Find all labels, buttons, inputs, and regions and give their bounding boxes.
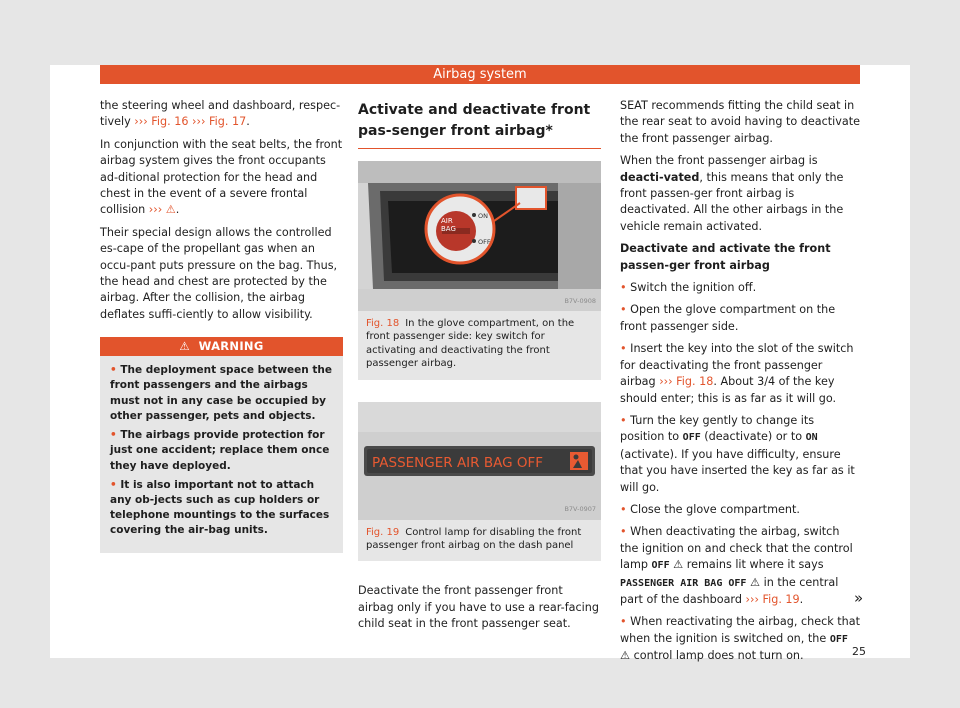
fig-ref-link[interactable]: Fig. 16: [151, 115, 189, 129]
list-item-text: . About 3/4 of the key should enter; this is as far as it will go.: [620, 375, 837, 405]
section-header: Airbag system: [100, 65, 860, 84]
list-item-text: in the central part of the dashboard: [620, 575, 839, 606]
caption-text: Control lamp for disabling the front passenger front airbag on the dash panel: [366, 526, 582, 552]
bullet-icon: •: [110, 429, 117, 442]
caption-text: In the glove compartment, on the front passenger side: key switch for activating and deactivating the front passenger airbag.: [366, 318, 575, 370]
ref-arrow: ›››: [148, 203, 163, 217]
list-item-text: When deactivating the airbag, switch the ignition on and check that the control lamp: [620, 525, 853, 572]
off-symbol: OFF: [651, 560, 670, 572]
switch-label-air: AIR: [441, 217, 453, 225]
glove-box-svg: [358, 161, 601, 311]
figure-number: Fig. 18: [366, 318, 400, 329]
list-item: • When deactivating the airbag, switch the ignition on and check that the control lamp OFF ⚠ remains lit where it says PASSENGER AIR BAG OFF ⚠ in the central part of the dashboard ››› Fig. 19.: [620, 525, 853, 606]
figure-number: Fig. 19: [366, 526, 400, 538]
airbag-seat-icon: ⚠: [673, 558, 684, 572]
bullet-icon: •: [110, 478, 117, 491]
warning-triangle-icon: ⚠: [179, 339, 190, 354]
warning-box: [100, 337, 343, 552]
warning-header: [100, 337, 343, 356]
off-symbol: OFF: [829, 633, 848, 645]
bold-term: deacti-vated: [620, 170, 700, 184]
paragraph: Their special design allows the controlled es-cape of the propellant gas when an occu-pant puts pressure on the bag. Thus, the head and chest are protected by the airbag. After the collision, the airbag deflates suffi-ciently to allow visibility.: [100, 225, 338, 321]
warning-item-text: It is also important not to attach any ob-jects such as cup holders or telephone mountings to the surfaces covering the air-bag units.: [110, 478, 330, 537]
list-item-text: Switch the ignition off.: [630, 281, 757, 295]
on-symbol: ON: [805, 432, 818, 444]
ref-arrow: ›››: [134, 115, 148, 129]
list-item: [620, 341, 860, 407]
list-item-text: remains lit where it says: [686, 558, 824, 572]
fig-ref-link[interactable]: Fig. 17: [209, 115, 247, 129]
bullet-icon: •: [620, 525, 627, 539]
figure-19: [358, 402, 601, 562]
figure-code: B7V-0908: [564, 296, 596, 305]
list-item-text: Close the glove compartment.: [630, 502, 800, 516]
off-symbol: OFF: [682, 432, 701, 444]
bullet-icon: •: [620, 281, 627, 295]
paragraph: Deactivate the front passenger front airbag only if you have to use a rear-facing child seat in the front passenger seat.: [358, 584, 599, 631]
lamp-symbol-text: PASSENGER AIR BAG OFF: [620, 577, 747, 589]
paragraph-text: the steering wheel and dashboard, respec-tively: [100, 99, 341, 129]
warning-item-text: The airbags provide protection for just one accident; replace them once they have deployed.: [110, 429, 330, 472]
bullet-icon: •: [620, 502, 627, 516]
list-item-text: Open the glove compartment on the front passenger side.: [620, 303, 836, 333]
section-heading: Activate and deactivate front pas-senger front airbag*: [358, 100, 601, 149]
ref-arrow: ›››: [192, 115, 206, 129]
page-number: 25: [852, 645, 866, 658]
fig-ref-link[interactable]: Fig. 19: [762, 592, 800, 606]
glove-box-illustration: [358, 161, 601, 311]
lamp-text: PASSENGER AIR BAG OFF: [372, 454, 543, 471]
column-2: [358, 100, 601, 639]
dash-lamp-illustration: [358, 402, 601, 520]
column-1: [100, 98, 343, 553]
list-item-text: (activate). If you have difficulty, ensure that you have inserted the key as far as it will go.: [620, 447, 855, 494]
paragraph-text: When the front passenger airbag is: [620, 154, 818, 168]
list-item: [620, 302, 860, 335]
paragraph-text: , this means that only the front passen-ger front airbag is deactivated. All the other airbags in the vehicle remain activated.: [620, 170, 844, 233]
paragraph: SEAT recommends fitting the child seat in the rear seat to avoid having to deactivate the front passenger airbag.: [620, 99, 860, 145]
warning-item: [110, 428, 333, 474]
list-item-text: (deactivate) or to: [704, 430, 803, 444]
figure-code: B7V-0907: [564, 505, 596, 514]
list-item: [620, 614, 860, 664]
list-item: [620, 413, 860, 496]
bullet-icon: •: [620, 342, 627, 356]
figure-caption: [358, 311, 601, 380]
subheading: Deactivate and activate the front passen-ger front airbag: [620, 242, 831, 272]
switch-label-off: OFF: [478, 238, 491, 246]
list-item-text: Insert the key into the slot of the switch for deactivating the front passenger airbag: [620, 342, 854, 389]
list-item: [620, 502, 860, 518]
warning-body: [100, 356, 343, 552]
column-3: [620, 98, 860, 671]
paragraph: the steering wheel and dashboard, respec-tively ››› Fig. 16 ››› Fig. 17.: [100, 99, 341, 129]
warning-item: [110, 363, 333, 424]
bullet-icon: •: [110, 364, 117, 377]
figure-caption: [358, 520, 601, 562]
warning-title: WARNING: [198, 339, 264, 354]
ref-arrow: ›››: [659, 375, 673, 389]
bullet-icon: •: [620, 303, 627, 317]
list-item-text: control lamp does not turn on.: [633, 649, 804, 663]
paragraph: [620, 153, 860, 235]
warning-triangle-icon[interactable]: ⚠: [165, 203, 176, 217]
ref-arrow: ›››: [745, 592, 759, 606]
warning-item-text: The deployment space between the front passengers and the airbags must not in any case be occupied by other passenger, pets and objects.: [110, 364, 333, 422]
figure-18: [358, 161, 601, 380]
airbag-seat-icon: ⚠: [620, 649, 631, 663]
paragraph-text: In conjunction with the seat belts, the front airbag system gives the front occupants ad-ditional protection for the head and chest in the event of a severe frontal collision: [100, 137, 343, 217]
paragraph: In conjunction with the seat belts, the front airbag system gives the front occupants ad-ditional protection for the head and chest in the event of a severe frontal collision ››› ⚠.: [100, 137, 343, 217]
list-item-text: When reactivating the airbag, check that when the ignition is switched on, the: [620, 615, 860, 645]
list-item-text: Turn the key gently to change its position to: [620, 413, 815, 444]
bullet-icon: •: [620, 615, 627, 629]
list-item: [620, 280, 860, 296]
switch-label-bag: BAG: [441, 225, 456, 233]
bullet-icon: •: [620, 413, 627, 427]
warning-item: [110, 478, 333, 539]
fig-ref-link[interactable]: Fig. 18: [676, 375, 714, 389]
switch-label-on: ON: [478, 212, 488, 220]
airbag-seat-icon: ⚠: [750, 575, 761, 589]
continue-mark: »: [854, 589, 864, 607]
